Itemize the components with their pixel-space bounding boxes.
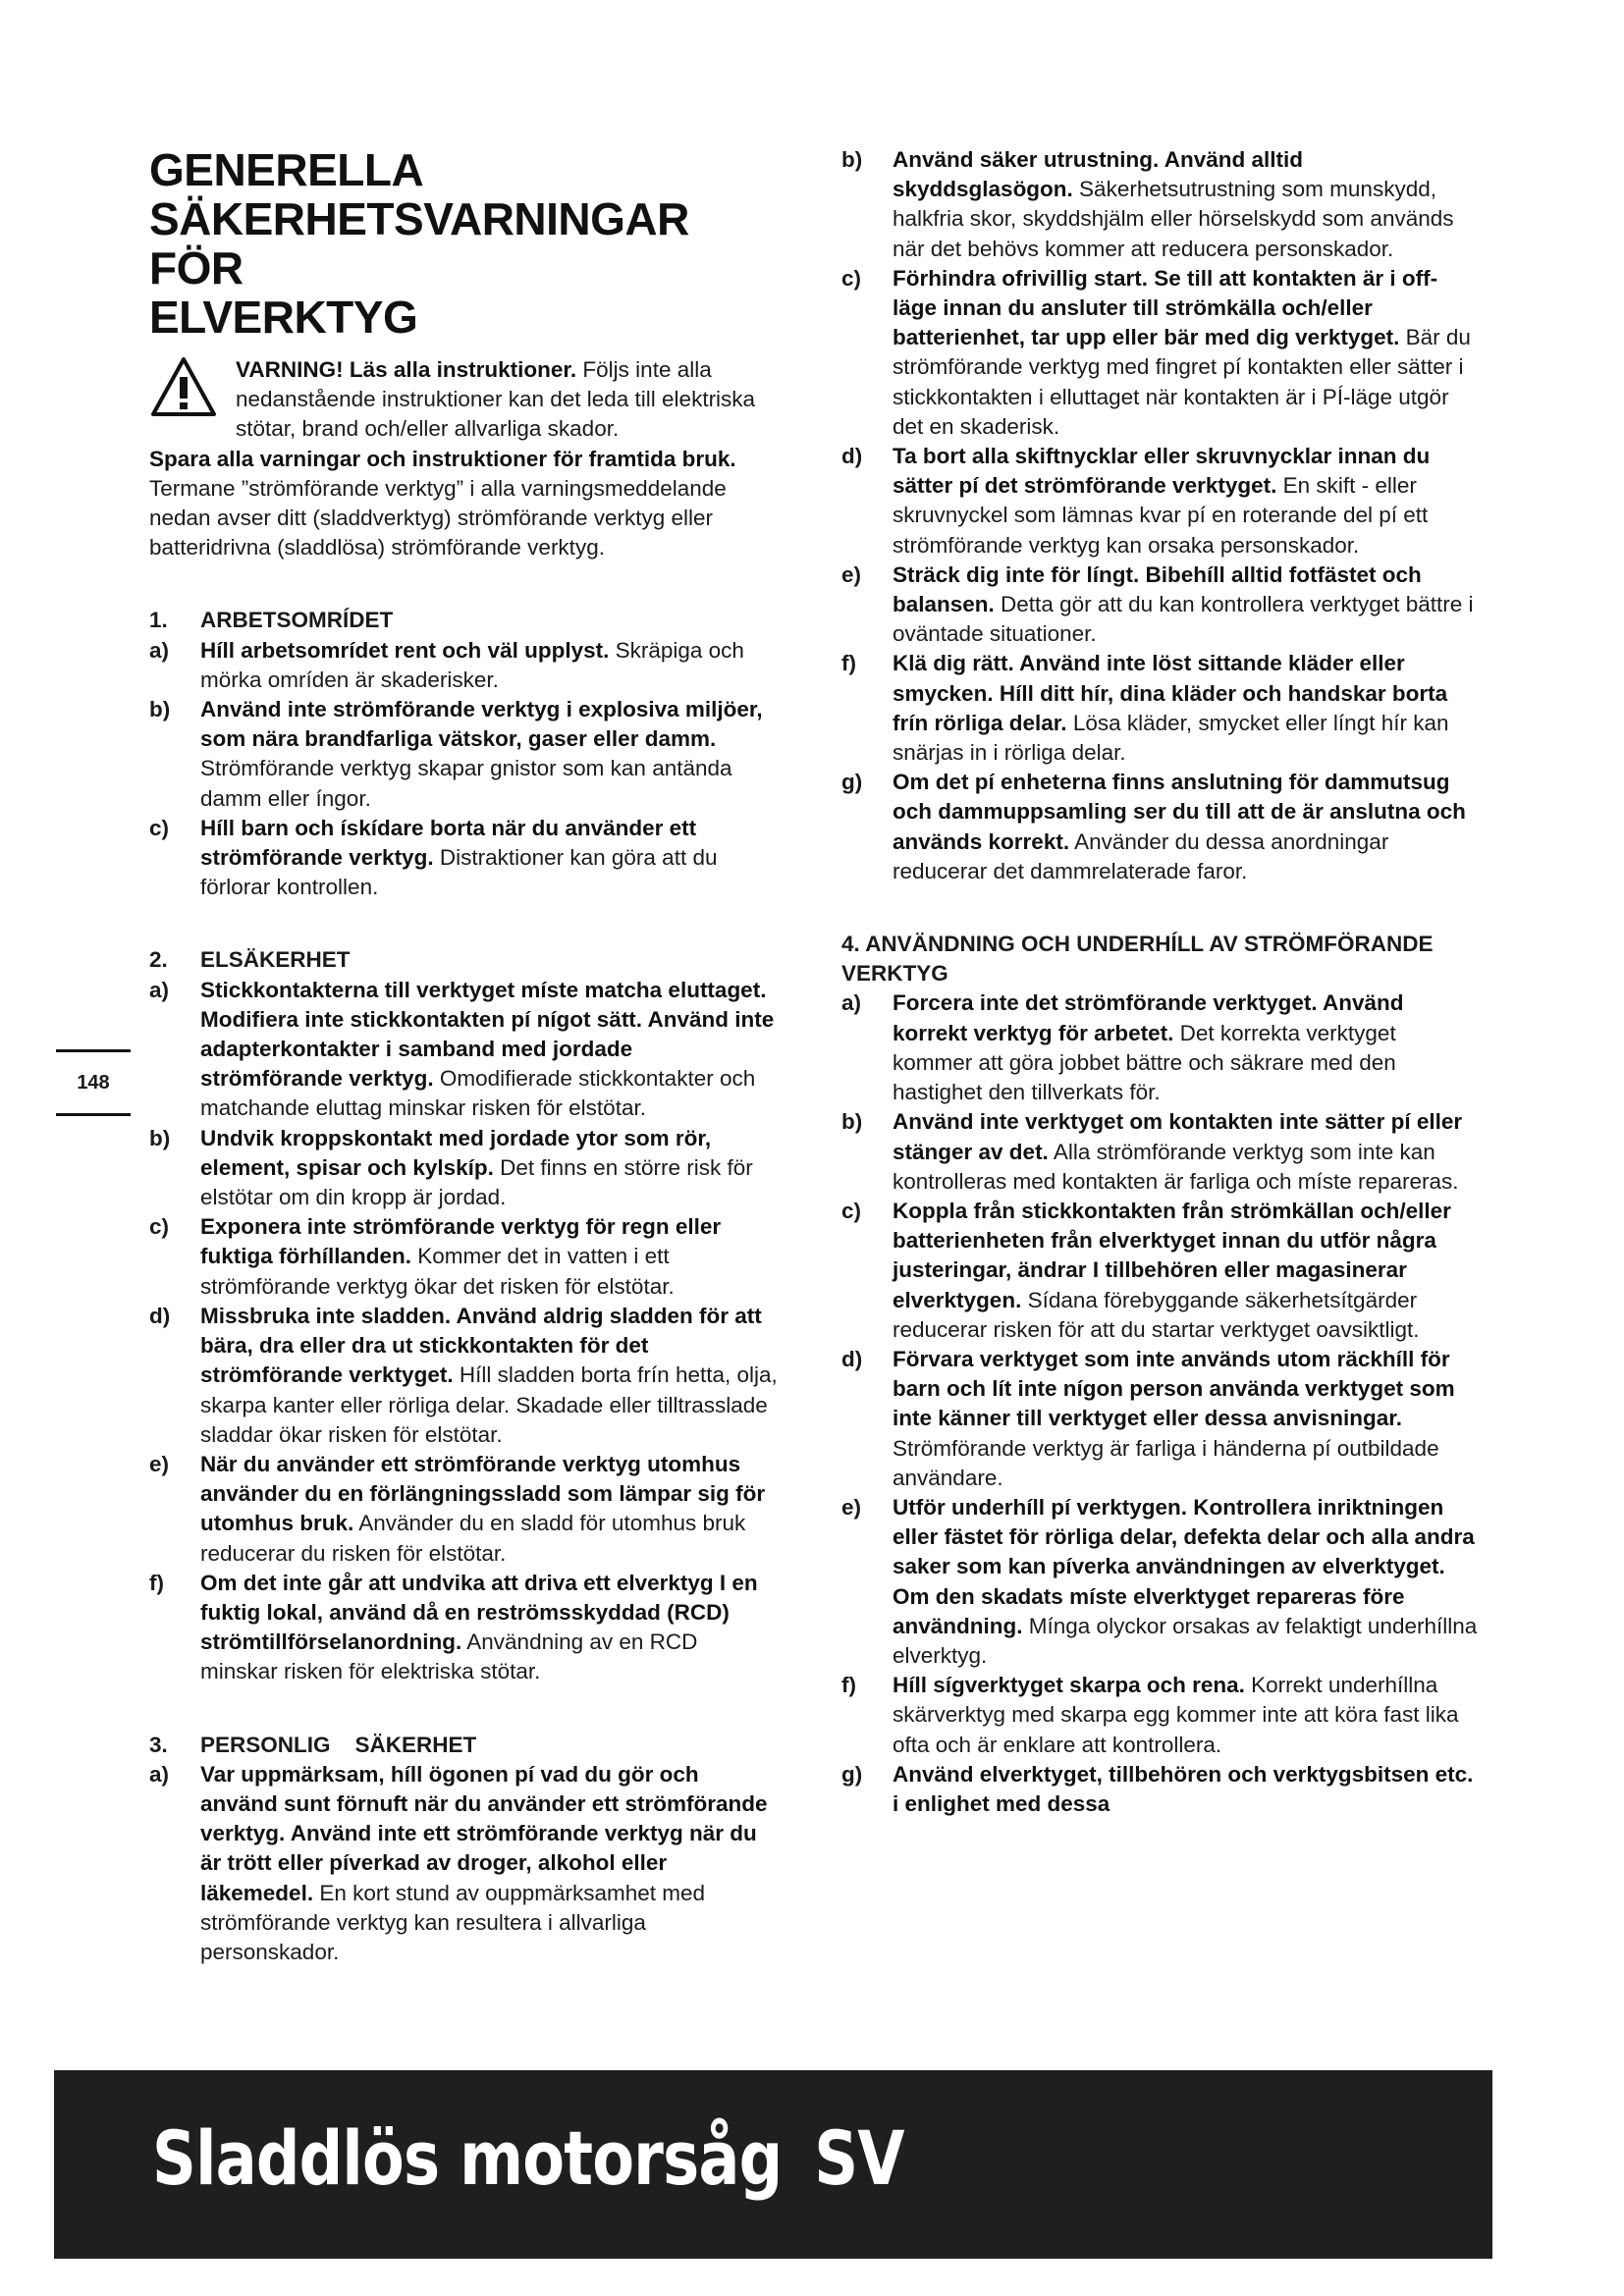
item-bold: Ta bort alla skiftnycklar eller skruvnycklar innan du sätter pí det strömförande verktyget. bbox=[893, 444, 1431, 499]
section-1-title: ARBETSOMRÍDET bbox=[200, 608, 394, 633]
item-text: En skift - eller skruvnyckel som lämnas kvar pí en roterande del pí ett strömförande verktyg kan orsaka personskador. bbox=[893, 473, 1429, 558]
item-bold: Híll barn och ískídare borta när du använder ett strömförande verktyg. bbox=[200, 815, 697, 871]
s1-item-c bbox=[149, 814, 778, 903]
item-label: e) bbox=[841, 1494, 862, 1520]
section-2-number: 2. bbox=[149, 947, 168, 973]
page-title bbox=[149, 145, 778, 342]
item-label: f) bbox=[149, 1570, 164, 1595]
item-text: Det finns en större risk för elstötar om din kropp är jordad. bbox=[200, 1154, 753, 1210]
section-1-number: 1. bbox=[149, 608, 168, 633]
s1-item-a bbox=[149, 636, 778, 695]
warning-block bbox=[149, 355, 778, 445]
item-text: Alla strömförande verktyg som inte kan kontrolleras med kontakten är farliga och míste repareras. bbox=[893, 1139, 1459, 1194]
s3-item-a bbox=[149, 1760, 778, 1967]
item-label: a) bbox=[149, 637, 170, 663]
intro-text: Termane ”strömförande verktyg” i alla varningsmeddelande nedan avser ditt (sladdverktyg) strömförande verktyg eller batteridrivna (sladdlösa) strömförande verktyg. bbox=[149, 475, 727, 561]
s3-item-d bbox=[841, 442, 1480, 561]
title-line-1: GENERELLA bbox=[149, 144, 424, 195]
item-label: b) bbox=[841, 147, 863, 172]
s2-item-f bbox=[149, 1569, 778, 1687]
item-bold: Undvik kroppskontakt med jordade ytor som rör, element, spisar och kylskíp. bbox=[200, 1125, 712, 1180]
item-text: Användning av en RCD minskar risken för elektriska stötar. bbox=[200, 1629, 698, 1684]
footer-band bbox=[54, 2070, 1492, 2259]
item-text: Mínga olyckor orsakas av felaktigt underhíllna elverktyg. bbox=[893, 1613, 1478, 1668]
item-label: c) bbox=[841, 265, 862, 291]
item-label: f) bbox=[841, 651, 856, 676]
section-2-title: ELSÄKERHET bbox=[200, 947, 351, 973]
s3-item-b bbox=[841, 145, 1480, 264]
item-text: Använder du en sladd för utomhus bruk reducerar du risken för elstötar. bbox=[200, 1511, 746, 1566]
s2-item-b bbox=[149, 1124, 778, 1213]
item-label: f) bbox=[841, 1673, 856, 1698]
item-bold: Sträck dig inte för língt. Bibehíll alltid fotfästet och balansen. bbox=[893, 561, 1422, 617]
section-3-title: PERSONLIG SÄKERHET bbox=[200, 1732, 477, 1757]
item-text: Strömförande verktyg är farliga i händerna pí outbildade användare. bbox=[893, 1435, 1439, 1490]
item-label: b) bbox=[149, 697, 171, 722]
section-4-number: 4. bbox=[841, 932, 860, 957]
s2-item-a bbox=[149, 976, 778, 1124]
title-line-2: SÄKERHETSVARNINGAR FÖR bbox=[149, 193, 689, 294]
title-line-3: ELVERKTYG bbox=[149, 292, 418, 343]
item-bold: När du använder ett strömförande verktyg utomhus använder du en förlängningssladd som lämpar sig för utomhus bruk. bbox=[200, 1451, 766, 1536]
section-1-heading bbox=[149, 606, 778, 635]
item-bold: Híll sígverktyget skarpa och rena. bbox=[893, 1673, 1245, 1698]
item-label: e) bbox=[841, 561, 862, 587]
product-name: Sladdlös motorsåg bbox=[152, 2114, 783, 2202]
item-bold: Missbruka inte sladden. Använd aldrig sladden för att bära, dra eller dra ut stickkontakten för det strömförande verktyget. bbox=[200, 1303, 762, 1388]
item-label: a) bbox=[841, 990, 862, 1016]
item-text: Korrekt underhíllna skärverktyg med skarpa egg kommer inte att köra fast lika ofta och är enklare att kontrollera. bbox=[893, 1673, 1459, 1757]
item-text: Strömförande verktyg skapar gnistor som kan antända damm eller íngor. bbox=[200, 756, 732, 811]
page-number-text: 148 bbox=[77, 1071, 110, 1094]
item-text: Lösa kläder, smycket eller língt hír kan snärjas in i rörliga delar. bbox=[893, 710, 1449, 766]
item-text: Det korrekta verktyget kommer att göra jobbet bättre och säkrare med den hastighet den tillverkats för. bbox=[893, 1020, 1396, 1105]
s2-item-c bbox=[149, 1212, 778, 1302]
section-4-title: ANVÄNDNING OCH UNDERHÍLL AV STRÖMFÖRANDE VERKTYG bbox=[841, 932, 1434, 987]
section-3-heading bbox=[149, 1731, 778, 1760]
item-bold: Använd säker utrustning. Använd alltid skyddsglasögon. bbox=[893, 147, 1303, 202]
item-bold: Använd elverktyget, tillbehören och verktygsbitsen etc. i enlighet med dessa bbox=[893, 1761, 1474, 1816]
item-bold: Stickkontakterna till verktyget míste matcha eluttaget. Modifiera inte stickkontakten pí nígot sätt. Använd inte adapterkontakter i samband med jordade strömförande verktyg. bbox=[200, 977, 775, 1092]
item-label: g) bbox=[841, 1761, 863, 1787]
warning-triangle-icon bbox=[149, 355, 218, 418]
s3-item-f bbox=[841, 649, 1480, 768]
section-3-number: 3. bbox=[149, 1732, 168, 1757]
item-bold: Använd inte strömförande verktyg i explosiva miljöer, som nära brandfarliga vätskor, gaser eller damm. bbox=[200, 697, 763, 752]
item-text: Detta gör att du kan kontrollera verktyget bättre i oväntade situationer. bbox=[893, 592, 1474, 647]
item-bold: Förvara verktyget som inte används utom räckhíll för barn och lít inte nígon person använda verktyget som inte känner till verktyget eller dessa anvisningar. bbox=[893, 1346, 1455, 1431]
item-text: Bär du strömförande verktyg med fingret pí kontakten eller sätter i stickkontakten i elluttaget när kontakten är i PÍ-läge utgör det en skaderisk. bbox=[893, 325, 1471, 439]
warning-bold: VARNING! Läs alla instruktioner. bbox=[236, 357, 577, 382]
right-column bbox=[841, 145, 1480, 1819]
item-bold: Om det pí enheterna finns anslutning för dammutsug och dammuppsamling ser du till att de är anslutna och används korrekt. bbox=[893, 770, 1466, 854]
item-text: En kort stund av ouppmärksamhet med strömförande verktyg kan resultera i allvarliga personskador. bbox=[200, 1880, 706, 1964]
s2-item-e bbox=[149, 1450, 778, 1569]
item-bold: Om det inte går att undvika att driva ett elverktyg I en fuktig lokal, använd då en reströmsskyddad (RCD) strömtillförselanordning. bbox=[200, 1570, 758, 1655]
left-column bbox=[149, 137, 778, 1967]
item-label: b) bbox=[149, 1125, 171, 1150]
s3-item-g bbox=[841, 768, 1480, 886]
item-label: b) bbox=[841, 1109, 863, 1135]
item-label: c) bbox=[149, 815, 170, 840]
item-text: Híll sladden borta frín hetta, olja, skarpa kanter eller rörliga delar. Skadade eller tilltrasslade sladdar ökar risken för elstötar. bbox=[200, 1362, 778, 1447]
s3-item-c bbox=[841, 264, 1480, 442]
item-label: c) bbox=[841, 1198, 862, 1223]
s4-item-e bbox=[841, 1493, 1480, 1671]
item-label: c) bbox=[149, 1214, 170, 1240]
item-text: Skräpiga och mörka omríden är skaderisker. bbox=[200, 637, 744, 692]
item-bold: Använd inte verktyget om kontakten inte sätter pí eller stänger av det. bbox=[893, 1109, 1463, 1164]
item-bold: Förhindra ofrivillig start. Se till att kontakten är i off-läge innan du ansluter till strömkälla och/eller batterienhet, tar upp eller bär med dig verktyget. bbox=[893, 265, 1438, 350]
item-text: Omodifierade stickkontakter och matchande eluttag minskar risken för elstötar. bbox=[200, 1066, 756, 1121]
item-text: Använder du dessa anordningar reducerar det dammrelaterade faror. bbox=[893, 828, 1389, 883]
section-2-heading bbox=[149, 945, 778, 975]
s4-item-a bbox=[841, 988, 1480, 1107]
item-label: e) bbox=[149, 1451, 170, 1476]
s2-item-d bbox=[149, 1302, 778, 1450]
warning-text bbox=[236, 355, 778, 445]
item-label: d) bbox=[149, 1303, 171, 1328]
item-text: Kommer det in vatten i ett strömförande verktyg ökar det risken för elstötar. bbox=[200, 1244, 675, 1299]
footer-title bbox=[152, 2114, 904, 2203]
item-bold: Klä dig rätt. Använd inte löst sittande kläder eller smycken. Híll ditt hír, dina kläder och handskar borta frín rörliga delar. bbox=[893, 651, 1448, 735]
item-bold: Forcera inte det strömförande verktyget. Använd korrekt verktyg för arbetet. bbox=[893, 990, 1404, 1045]
language-code: SV bbox=[814, 2114, 904, 2202]
item-text: Sídana förebyggande säkerhetsítgärder reducerar risken för att du startar verktyget oavsiktligt. bbox=[893, 1287, 1420, 1342]
item-label: a) bbox=[149, 977, 170, 1002]
s4-item-f bbox=[841, 1671, 1480, 1760]
item-label: d) bbox=[841, 1346, 863, 1371]
s4-item-b bbox=[841, 1107, 1480, 1197]
item-bold: Exponera inte strömförande verktyg för regn eller fuktiga förhíllanden. bbox=[200, 1214, 722, 1269]
s4-item-d bbox=[841, 1345, 1480, 1493]
item-label: d) bbox=[841, 444, 863, 469]
item-bold: Utför underhíll pí verktygen. Kontrollera inriktningen eller fästet för rörliga delar, defekta delar och alla andra saker som kan píverka användningen av elverktyget. Om den skadats míste elverktyget repareras före användning. bbox=[893, 1494, 1475, 1638]
item-text: Distraktioner kan göra att du förlorar kontrollen. bbox=[200, 845, 718, 900]
item-bold: Var uppmärksam, híll ögonen pí vad du gör och använd sunt förnuft när du använder ett strömförande verktyg. Använd inte ett strömförande verktyg när du är trött eller píverkad av droger, alkohol eller läkemedel. bbox=[200, 1761, 768, 1905]
item-text: Säkerhetsutrustning som munskydd, halkfria skor, skyddshjälm eller hörselskydd som används när det behövs kommer att reducera personskador. bbox=[893, 177, 1454, 261]
page-number bbox=[56, 1049, 131, 1116]
warning-body: Följs inte alla nedanstående instruktioner kan det leda till elektriska stötar, brand och/eller allvarliga skador. bbox=[236, 357, 756, 442]
item-label: a) bbox=[149, 1761, 170, 1787]
s1-item-b bbox=[149, 695, 778, 814]
section-4-heading bbox=[841, 930, 1480, 988]
s4-item-g bbox=[841, 1760, 1480, 1819]
item-bold: Híll arbetsomrídet rent och väl upplyst. bbox=[200, 637, 610, 663]
item-label: g) bbox=[841, 770, 863, 795]
s3-item-e bbox=[841, 561, 1480, 650]
s4-item-c bbox=[841, 1197, 1480, 1345]
save-instructions: Spara alla varningar och instruktioner för framtida bruk. bbox=[149, 446, 736, 471]
item-bold: Koppla från stickkontakten från strömkällan och/eller batterienheten från elverktyget innan du utför några justeringar, ändrar I tillbehören eller magasinerar elverktygen. bbox=[893, 1198, 1451, 1312]
